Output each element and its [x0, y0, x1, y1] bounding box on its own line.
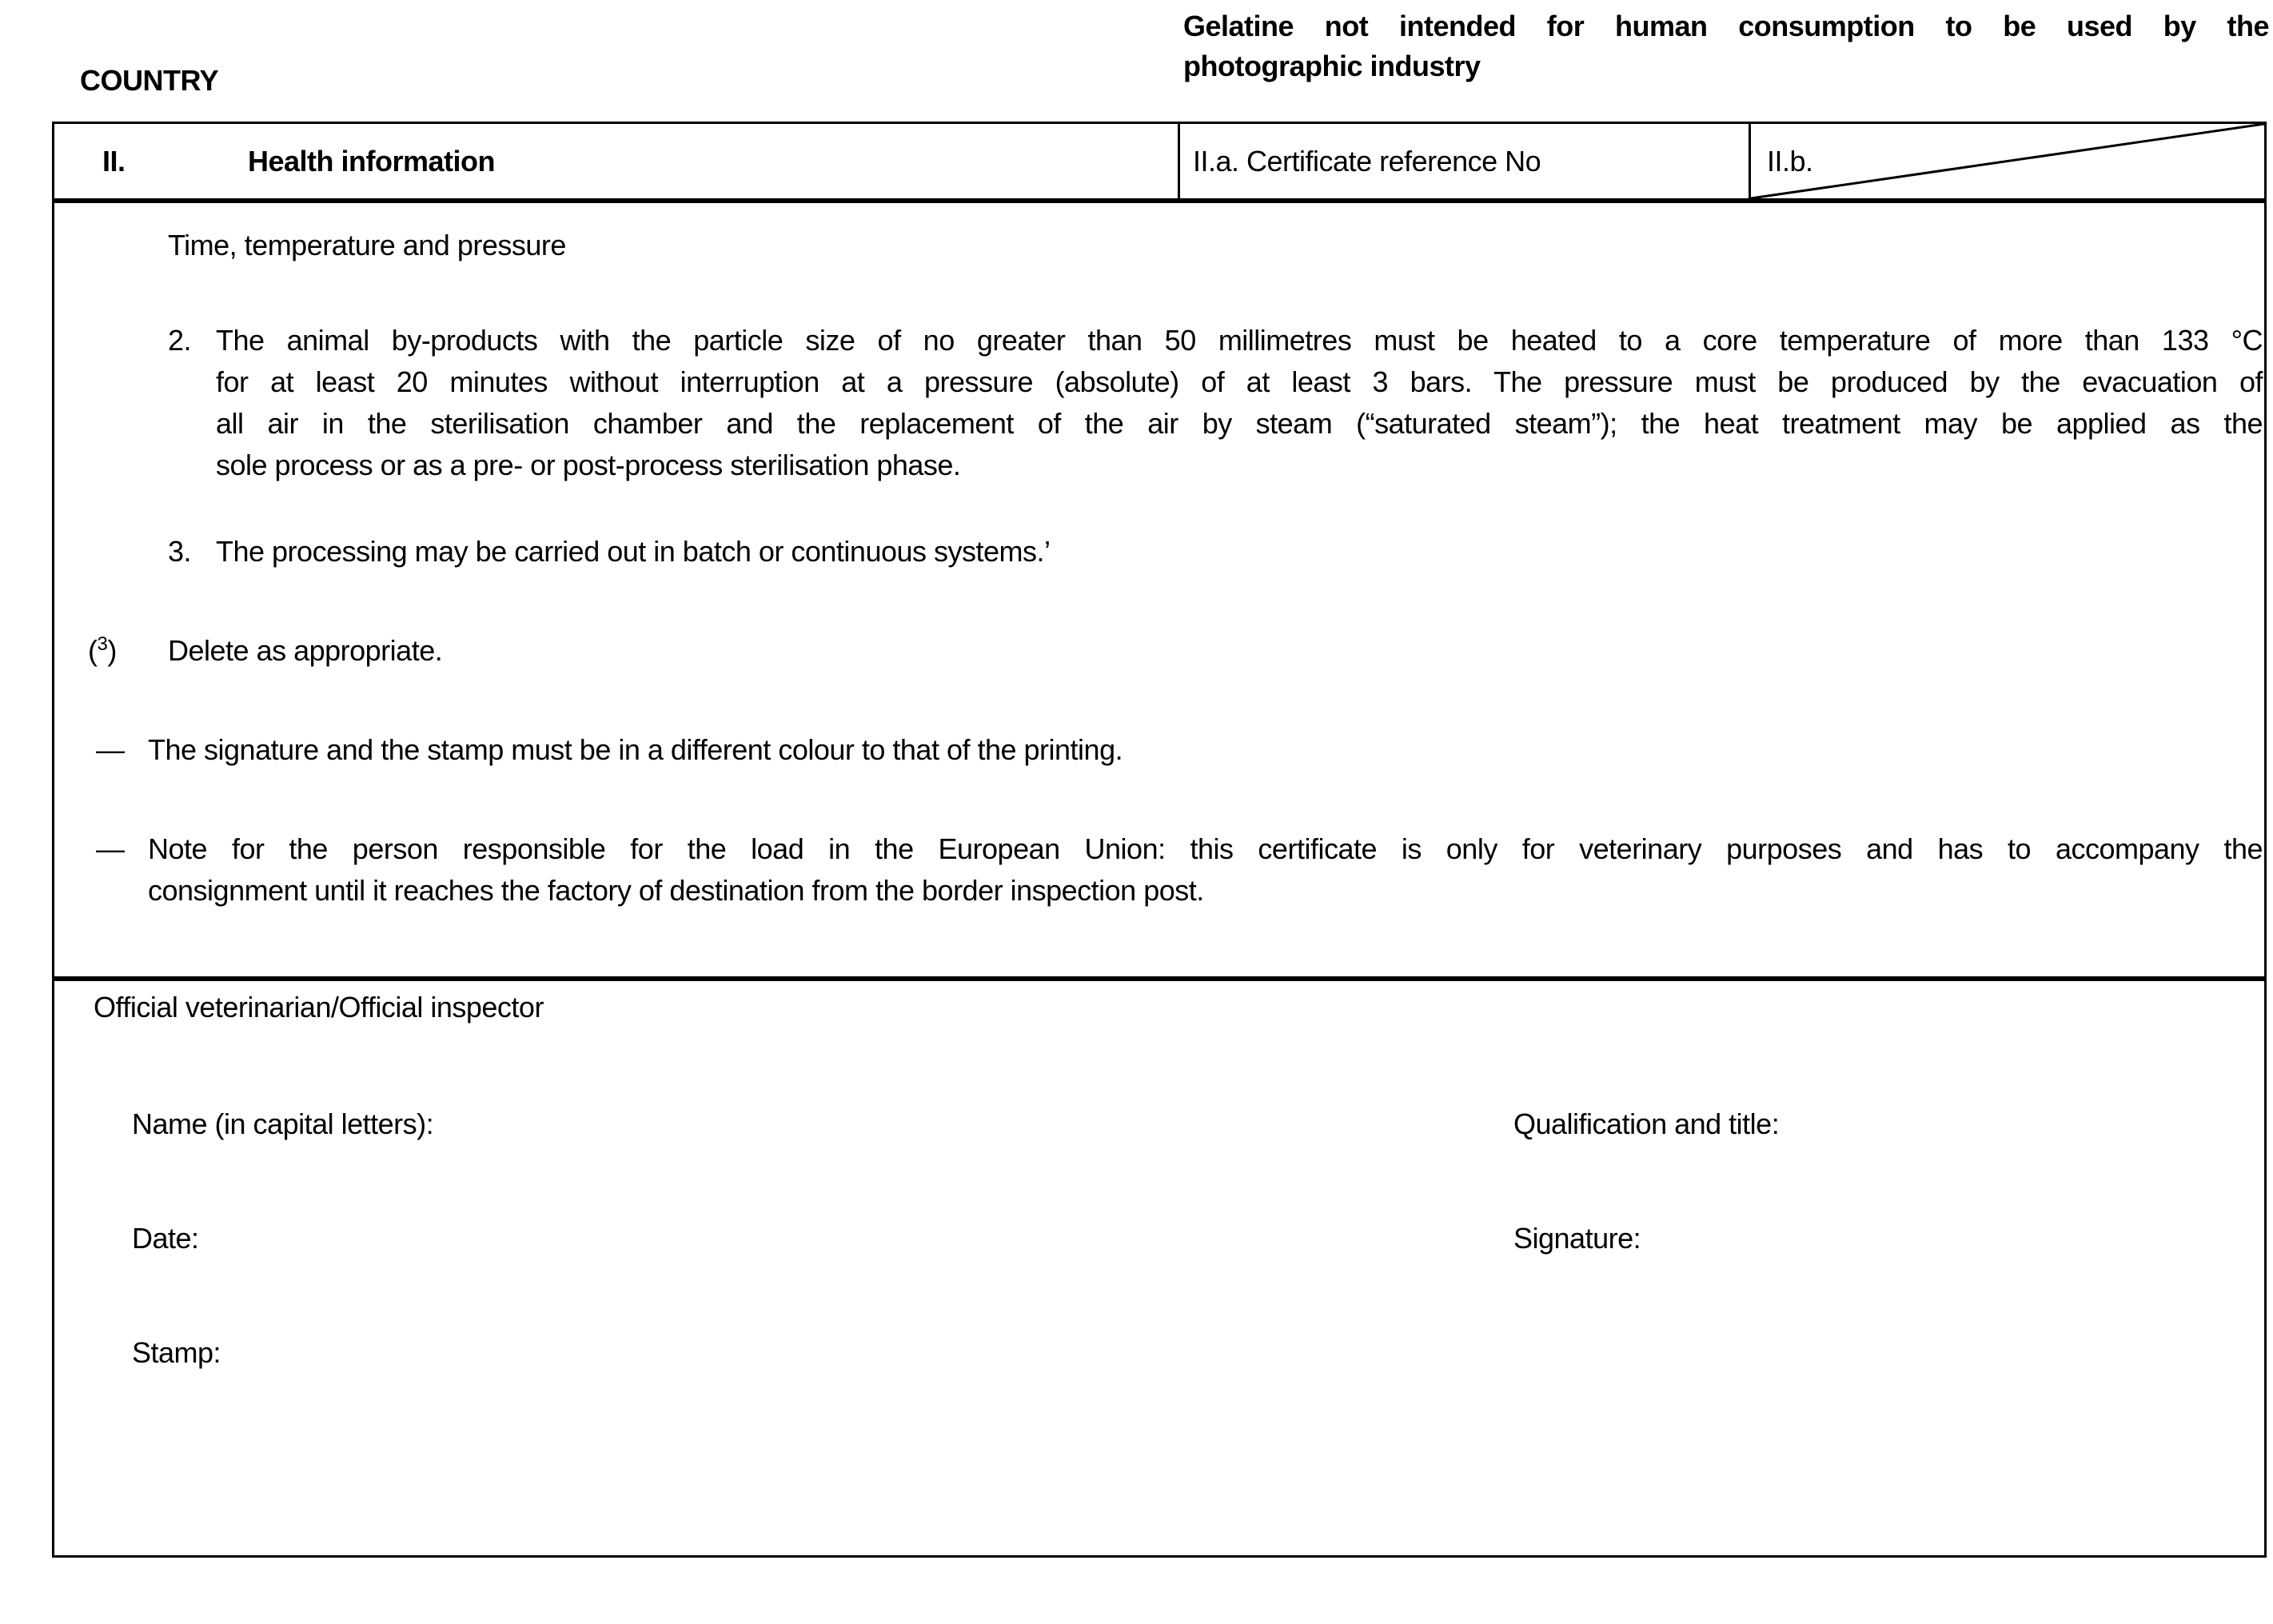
footnote-paren-close: ): [107, 634, 117, 667]
clause-2-line-4: sole process or as a pre- or post-process sterilisation phase.: [216, 449, 961, 481]
note-signature-line-1: The signature and the stamp must be in a different colour to that of the printing.: [148, 733, 1123, 766]
clause-2-text: [216, 320, 2263, 486]
certificate-table: [52, 122, 2267, 1558]
dash-marker: —: [96, 832, 125, 865]
note-person-responsible: [54, 828, 2264, 912]
header-cell-certificate-reference: [1178, 124, 1749, 198]
clause-2-line-1: The animal by-products with the particle size of no greater than 50 millimetres must be heated to a core temperature of more than 133 °C: [216, 324, 2263, 357]
clause-3: [168, 531, 2264, 573]
header-cell-health-information: [54, 124, 1178, 198]
note-signature-colour: [54, 729, 2264, 771]
clause-2-number: 2.: [168, 324, 192, 357]
health-information-section: [54, 229, 2264, 981]
footnote-3-marker: [88, 630, 168, 672]
qualification-label: Qualification and title:: [1513, 1107, 1780, 1140]
section-number: II.: [102, 144, 126, 178]
stamp-row: [54, 1336, 2264, 1370]
note-signature-colour-text: [148, 729, 2263, 771]
signature-label: Signature:: [1513, 1222, 1641, 1255]
footnote-3-text: Delete as appropriate.: [168, 634, 443, 667]
document-title: [1183, 6, 2269, 86]
time-temperature-pressure-heading: Time, temperature and pressure: [168, 229, 566, 261]
date-signature-row: [54, 1222, 2264, 1255]
diagonal-line: [1751, 124, 2264, 198]
clause-3-number: 3.: [168, 535, 192, 568]
dash-marker: —: [96, 733, 125, 766]
clause-3-line-1: The processing may be carried out in batch or continuous systems.’: [216, 535, 1051, 568]
name-label: Name (in capital letters):: [132, 1107, 434, 1140]
footnote-superscript: 3: [97, 633, 108, 655]
title-line-1: Gelatine not intended for human consumption to be used by the: [1183, 10, 2269, 42]
official-section: [54, 981, 2264, 1370]
table-header-row: [54, 124, 2264, 203]
header-cell-iib: [1749, 124, 2264, 198]
note-person-line-1: Note for the person responsible for the load in the European Union: this certificate is only for veterinary purposes and has to accompany the: [148, 832, 2263, 865]
stamp-label: Stamp:: [132, 1336, 221, 1369]
health-information-label: Health information: [248, 144, 496, 178]
footnote-3: [88, 630, 2264, 672]
clause-2-line-3: all air in the sterilisation chamber and the replacement of the air by steam (“saturated steam”); the heat treatment may be applied as the: [216, 407, 2263, 440]
note-person-line-2: consignment until it reaches the factory of destination from the border inspection post.: [148, 874, 1204, 907]
certificate-reference-label: II.a. Certificate reference No: [1193, 144, 1541, 178]
name-qualification-row: [54, 1107, 2264, 1141]
clause-2-line-2: for at least 20 minutes without interruption at a pressure (absolute) of at least 3 bars. The pressure must be produced by the evacuation of: [216, 365, 2263, 398]
country-label: COUNTRY: [80, 64, 219, 97]
date-label: Date:: [132, 1222, 199, 1255]
footnote-paren-open: (: [88, 634, 98, 667]
iib-label: II.b.: [1767, 144, 1813, 178]
note-person-responsible-text: [148, 828, 2263, 912]
title-line-2: photographic industry: [1183, 50, 1481, 82]
official-heading: Official veterinarian/Official inspector: [94, 991, 544, 1023]
clause-2: [168, 320, 2264, 486]
clause-3-text: [216, 531, 2263, 573]
